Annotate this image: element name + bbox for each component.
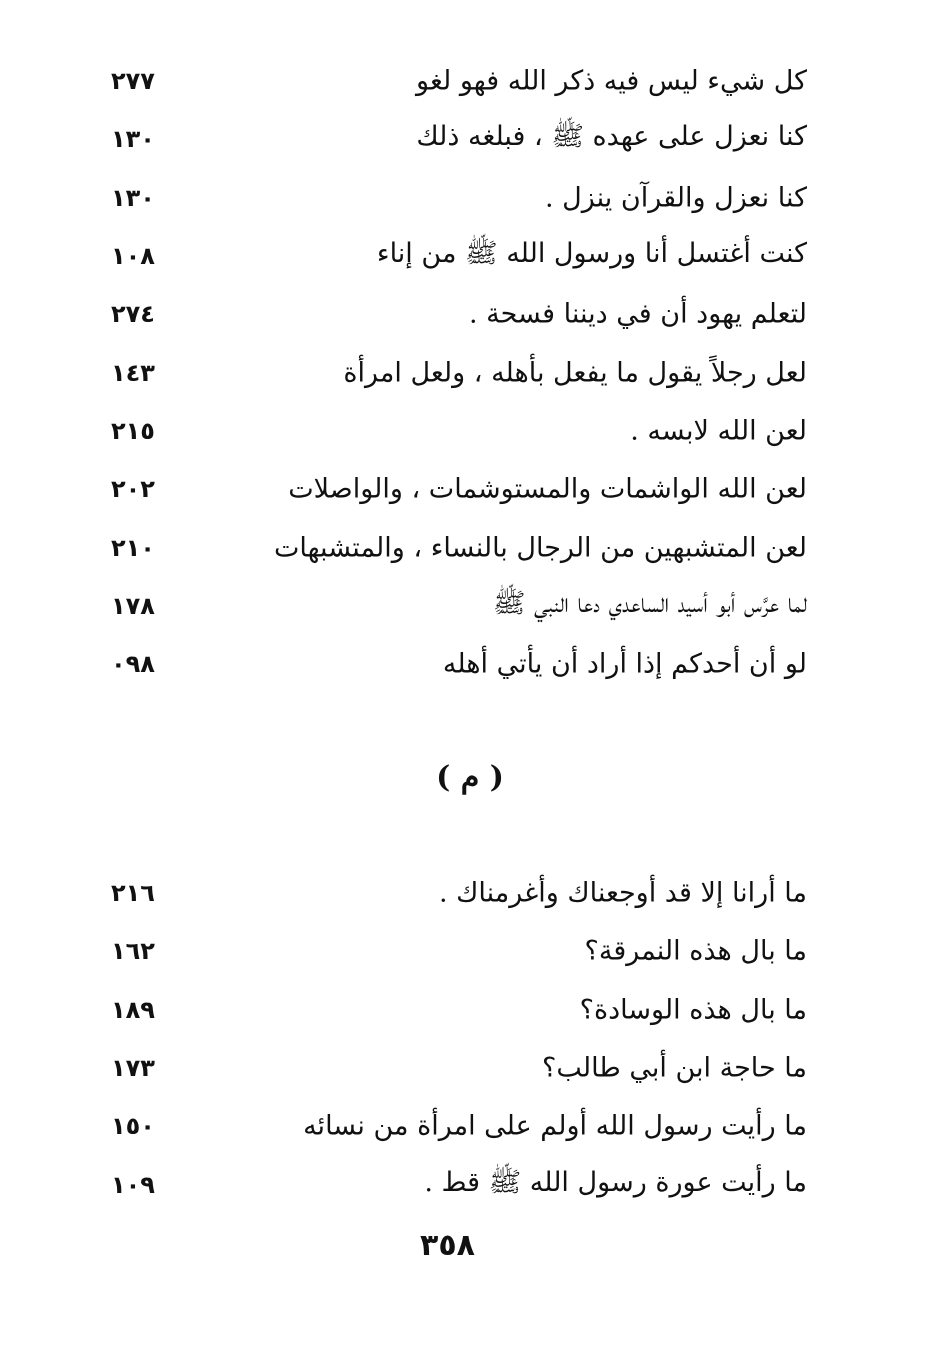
section-heading: ( م ) (436, 760, 504, 795)
entry-page-number: ١٧٣ (111, 1054, 155, 1083)
entry-text: كنا نعزل والقرآن ينزل . (544, 182, 807, 214)
entry-text: لعل رجلاً يقول ما يفعل بأهله ، ولعل امرأة (343, 357, 807, 389)
index-entry (0, 1039, 940, 1097)
entry-page-number: ١٥٠ (111, 1112, 155, 1141)
entry-text: كل شيء ليس فيه ذكر الله فهو لغو (416, 65, 807, 97)
entry-page-number: ١٣٠ (111, 183, 155, 212)
index-entry (0, 981, 940, 1039)
entry-page-number: ١٦٢ (111, 937, 155, 966)
index-group-after (0, 864, 940, 1214)
entry-page-number: ٢٠٢ (111, 475, 155, 504)
index-entry (0, 402, 940, 460)
index-entry (0, 518, 940, 576)
entry-text: ما رأيت عورة رسول الله ﷺ قط . (424, 1166, 807, 1198)
entry-page-number: ٢١٥ (111, 416, 155, 445)
entry-text: ما حاجة ابن أبي طالب؟ (542, 1052, 807, 1084)
entry-page-number: ٢١٦ (111, 879, 155, 908)
entry-text: ما أرانا إلا قد أوجعناك وأغرمناك . (438, 877, 807, 909)
index-entry (0, 227, 940, 285)
index-entry (0, 52, 940, 110)
index-entry (0, 577, 940, 635)
entry-text: لعن الله لابسه . (630, 415, 807, 447)
index-entry (0, 1097, 940, 1155)
entry-page-number: ٠٩٨ (111, 650, 155, 679)
index-entry (0, 343, 940, 401)
entry-page-number: ١٣٠ (111, 125, 155, 154)
entry-text: ما رأيت رسول الله أولم على امرأة من نسائه (303, 1110, 807, 1142)
entry-page-number: ١٨٩ (111, 995, 155, 1024)
index-entry (0, 922, 940, 980)
index-entry (0, 635, 940, 693)
index-entry (0, 169, 940, 227)
page-number: ٣٥٨ (420, 1228, 475, 1263)
entry-text: ما بال هذه الوسادة؟ (579, 994, 807, 1026)
entry-page-number: ١٠٨ (111, 242, 155, 271)
index-entry (0, 864, 940, 922)
entry-page-number: ٢٧٧ (111, 67, 155, 96)
index-entry (0, 460, 940, 518)
entry-text: كنا نعزل على عهده ﷺ ، فبلغه ذلك (416, 121, 807, 153)
index-entry (0, 110, 940, 168)
index-entry (0, 285, 940, 343)
entry-page-number: ٢٧٤ (111, 300, 155, 329)
entry-page-number: ٢١٠ (111, 533, 155, 562)
entry-text: لعن الله الواشمات والمستوشمات ، والواصلات (288, 473, 807, 505)
entry-text: لو أن أحدكم إذا أراد أن يأتي أهله (442, 648, 807, 680)
entry-page-number: ١٧٨ (111, 591, 155, 620)
entry-text: لتعلم يهود أن في ديننا فسحة . (468, 298, 807, 330)
entry-text: ما بال هذه النمرقة؟ (584, 935, 807, 967)
index-group-before (0, 52, 940, 693)
entry-text: كنت أغتسل أنا ورسول الله ﷺ من إناء (376, 238, 807, 270)
entry-text: لعن المتشبهين من الرجال بالنساء ، والمتشبهات (273, 532, 807, 564)
index-entry (0, 1155, 940, 1213)
entry-text: لما عرَّس أبو أسيد الساعدي دعا النبي ﷺ (492, 587, 807, 619)
entry-page-number: ١٤٣ (111, 358, 155, 387)
entry-page-number: ١٠٩ (111, 1170, 155, 1199)
